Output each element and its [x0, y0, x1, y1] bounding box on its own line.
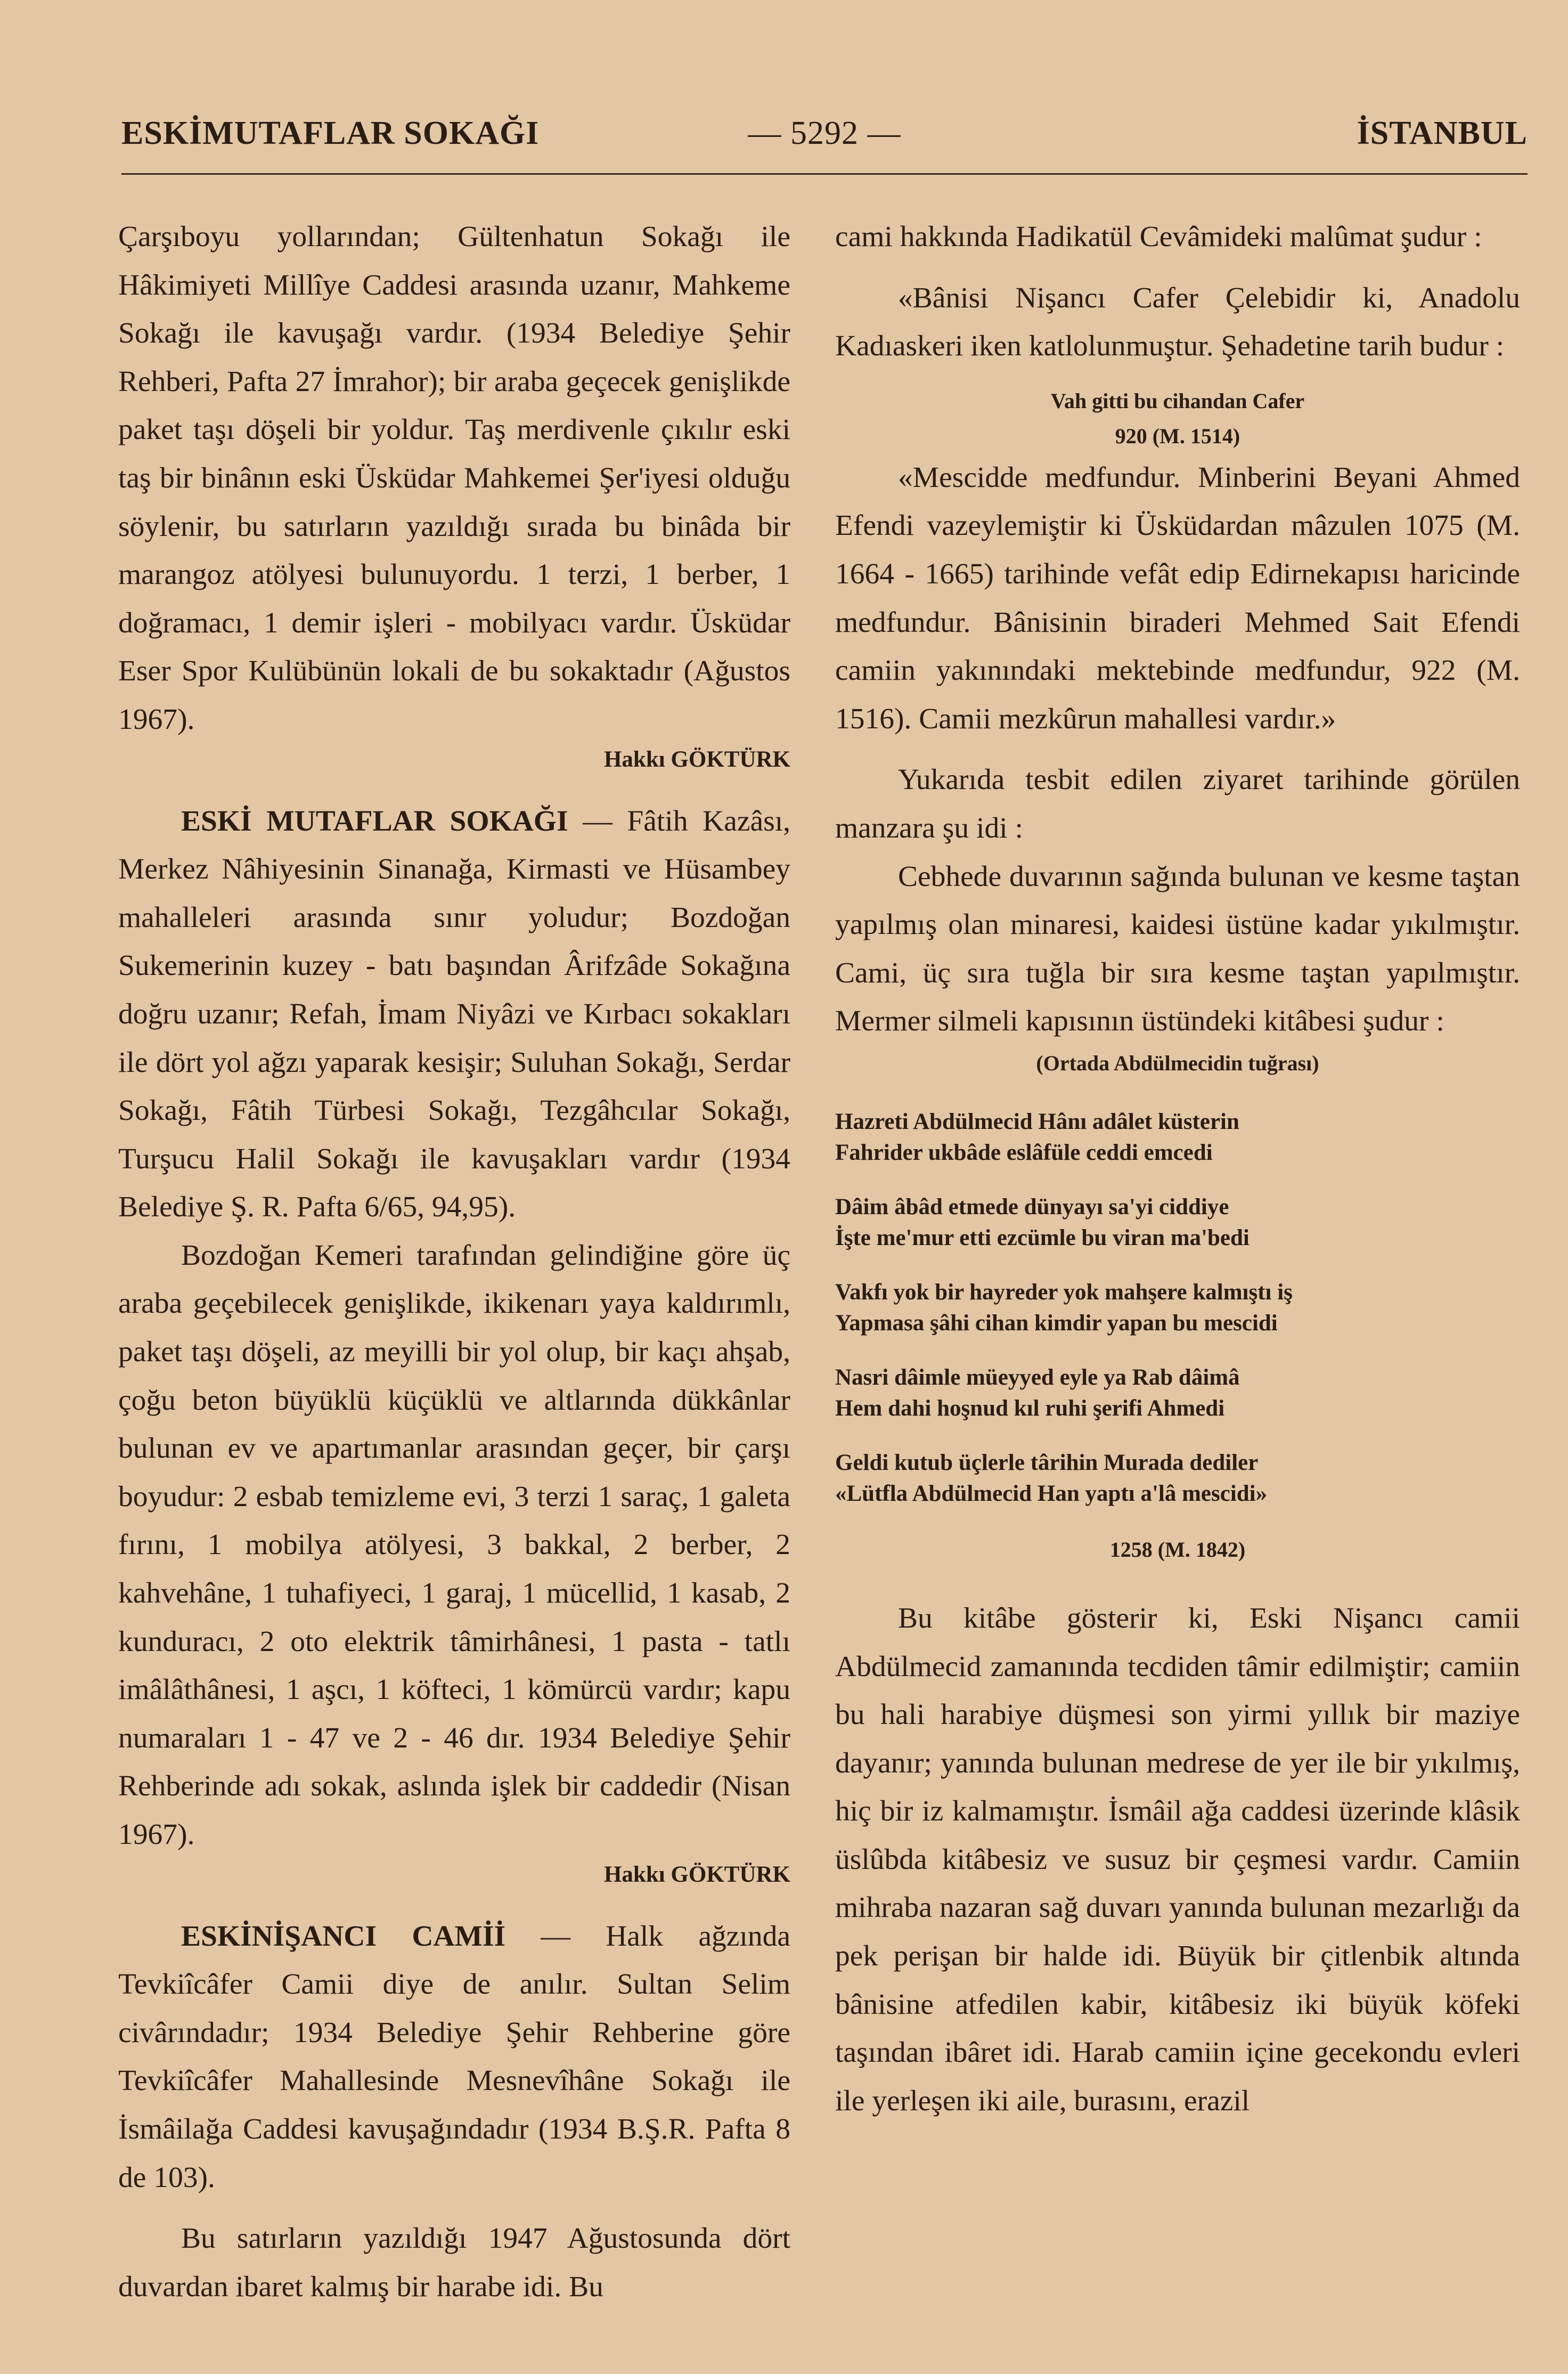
author-signature: Hakkı GÖKTÜRK: [603, 1861, 790, 1887]
paragraph: Bu kitâbe gösterir ki, Eski Nişancı camii Abdülmecid zamanında tecdiden tâmir edilmiştir; camiin bu hali harabiye düşmesi son yirmi yıllık bir maziye dayanır; yanında bulunan medrese de yer ile bir yıkılmış, hiç bir iz kalmamıştır. İsmâil ağa caddesi üzerinde klâsik üslûbda kitâbesiz ve susuz bir çeşmesi vardır. Camiin mihraba nazaran sağ duvarı yanında bulunan mezarlığı da pek perişan bir halde idi. Büyük bir çitlenbik altında bânisine atfedilen kabir, kitâbesiz iki büyük köfeki taşından ibâret idi. Harab camiin içine gecekondu evleri ile yerleşen iki aile, burasını, erazil: [835, 1601, 1520, 2117]
paragraph: Yukarıda tesbit edilen ziyaret tarihinde görülen manzara şu idi :: [835, 763, 1520, 844]
left-column: [118, 213, 790, 2311]
poem-couplet: [835, 1192, 1520, 1254]
paragraph: Bozdoğan Kemeri tarafından gelindiğine göre üç araba geçebilecek genişlikde, ikikenarı yaya kaldırımlı, paket taşı döşeli, az meyilli bir yol olup, bir kaçı ahşab, çoğu beton büyüklü küçüklü ve altlarında dükkânlar bulunan ev ve apartımanlar arasından geçer, bir çarşı boyudur: 2 esbab temizleme evi, 3 terzi 1 saraç, 1 galeta fırını, 1 mobilya atölyesi, 3 bakkal, 2 berber, 2 kahvehâne, 1 tuhafiyeci, 1 garaj, 1 mücellid, 1 kasab, 2 kunduracı, 2 oto elektrik tâmirhânesi, 1 pasta - tatlı imâlâthânesi, 1 aşcı, 1 köfteci, 1 kömürcü vardır; kapu numaraları 1 - 47 ve 2 - 46 dır. 1934 Belediye Şehir Rehberinde adı sokak, aslında işlek bir caddedir (Nisan 1967).: [118, 1239, 790, 1851]
poem-line: «Lütfla Abdülmecid Han yaptı a'lâ mescidi»: [835, 1481, 1268, 1506]
poem-line: Nasri dâimle müeyyed eyle ya Rab dâimâ: [835, 1364, 1240, 1390]
poem-line: Dâim âbâd etmede dünyayı sa'yi ciddiye: [835, 1194, 1229, 1219]
poem-line: Hem dahi hoşnud kıl ruhi şerifi Ahmedi: [835, 1395, 1225, 1421]
poem-couplet: [835, 1277, 1520, 1339]
poem-couplet: [835, 1448, 1520, 1509]
entry-headword: ESKİ MUTAFLAR SOKAĞI: [181, 804, 568, 838]
poem-line: Hazreti Abdülmecid Hânı adâlet küsterin: [835, 1109, 1239, 1134]
entry-text: — Fâtih Kazâsı, Merkez Nâhiyesinin Sinanağa, Kirmasti ve Hüsambey mahalleleri arasında sınır yoludur; Bozdoğan Sukemerinin kuzey - batı başından Ârifzâde Sokağına doğru uzanır; Refah, İmam Niyâzi ve Kırbacı sokakları ile dört yol ağzı yaparak kesişir; Suluhan Sokağı, Serdar Sokağı, Fâtih Türbesi Sokağı, Tezgâhcılar Sokağı, Turşucu Halil Sokağı ile kavuşakları vardır (1934 Belediye Ş. R. Pafta 6/65, 94,95).: [118, 804, 791, 1224]
poem-line: Fahrider ukbâde eslâfüle ceddi emcedi: [835, 1140, 1213, 1165]
inscription-poem: [835, 1107, 1520, 1509]
poem-couplet: [835, 1107, 1520, 1168]
entry-text: — Halk ağzında Tevkiîcâfer Camii diye de anılır. Sultan Selim civârındadır; 1934 Belediye Şehir Rehberine göre Tevkiîcâfer Mahallesinde Mesnevîhâne Sokağı ile İsmâilağa Caddesi kavuşağındadır (1934 B.Ş.R. Pafta 8 de 103).: [118, 1920, 790, 2194]
quote-paragraph: «Mescidde medfundur. Minberini Beyani Ahmed Efendi vazeylemiştir ki Üsküdardan mâzulen 1075 (M. 1664 - 1665) tarihinde vefât edip Edirnekapısı haricinde medfundur. Bânisinin biraderi Mehmed Sait Efendi camiin yakınındaki mektebinde medfundur, 922 (M. 1516). Camii mezkûrun mahallesi vardır.»: [835, 461, 1520, 735]
page-number: — 5292 —: [748, 115, 901, 151]
right-column: [835, 213, 1520, 2125]
paragraph: Çarşıboyu yollarından; Gültenhatun Sokağı ile Hâkimiyeti Millîye Caddesi arasında uzanır, Mahkeme Sokağı ile kavuşağı vardır. (1934 Belediye Şehir Rehberi, Pafta 27 İmrahor); bir araba geçecek genişlikde paket taşı döşeli bir yoldur. Taş merdivenle çıkılır eski taş bir binânın eski Üsküdar Mahkemei Şer'iyesi olduğu söylenir, bu satırların yazıldığı sırada bu binâda bir marangoz atölyesi bulunuyordu. 1 terzi, 1 berber, 1 doğramacı, 1 demir işleri - mobilyacı vardır. Üsküdar Eser Spor Kulübünün lokali de bu sokaktadır (Ağustos 1967).: [118, 221, 790, 736]
poem-line: İşte me'mur etti ezcümle bu viran ma'bedi: [835, 1225, 1250, 1250]
verse-date: 920 (M. 1514): [1115, 424, 1240, 448]
entry-eskinisanci-camii: [118, 1913, 790, 2202]
paragraph: Bu satırların yazıldığı 1947 Ağustosunda dört duvardan ibaret kalmış bir harabe idi. Bu: [118, 2222, 790, 2303]
paragraph: cami hakkında Hadikatül Cevâmideki malûmat şudur :: [835, 221, 1482, 253]
entry-eski-mutaflar-sokagi: [118, 798, 790, 1232]
poem-date: 1258 (M. 1842): [1109, 1537, 1246, 1562]
paragraph: Cebhede duvarının sağında bulunan ve kesme taştan yapılmış olan minaresi, kaidesi üstüne kadar yıkılmıştır. Cami, üç sıra tuğla bir sıra kesme taştan yapılmıştır. Mermer silmeli kapısının üstündeki kitâbesi şudur :: [835, 860, 1520, 1038]
author-signature: Hakkı GÖKTÜRK: [603, 746, 790, 772]
poem-line: Geldi kutub üçlerle târihin Murada dediler: [835, 1450, 1259, 1475]
entry-headword: ESKİNİŞANCI CAMİİ: [181, 1920, 506, 1953]
header-rule: [121, 173, 1528, 175]
poem-line: Vakfı yok bir hayreder yok mahşere kalmıştı iş: [835, 1279, 1293, 1305]
poem-couplet: [835, 1362, 1520, 1424]
running-head: [121, 115, 1528, 162]
tughra-note: (Ortada Abdülmecidin tuğrası): [1036, 1051, 1319, 1075]
poem-line: Yapmasa şâhi cihan kimdir yapan bu mescidi: [835, 1310, 1278, 1336]
verse-line: Vah gitti bu cihandan Cafer: [1050, 388, 1305, 413]
running-head-title: ESKİMUTAFLAR SOKAĞI: [121, 115, 540, 151]
running-head-volume: İSTANBUL: [1357, 115, 1528, 151]
quote-paragraph: «Bânisi Nişancı Cafer Çelebidir ki, Anadolu Kadıaskeri iken katlolunmuştur. Şehadetine tarih budur :: [835, 281, 1520, 363]
